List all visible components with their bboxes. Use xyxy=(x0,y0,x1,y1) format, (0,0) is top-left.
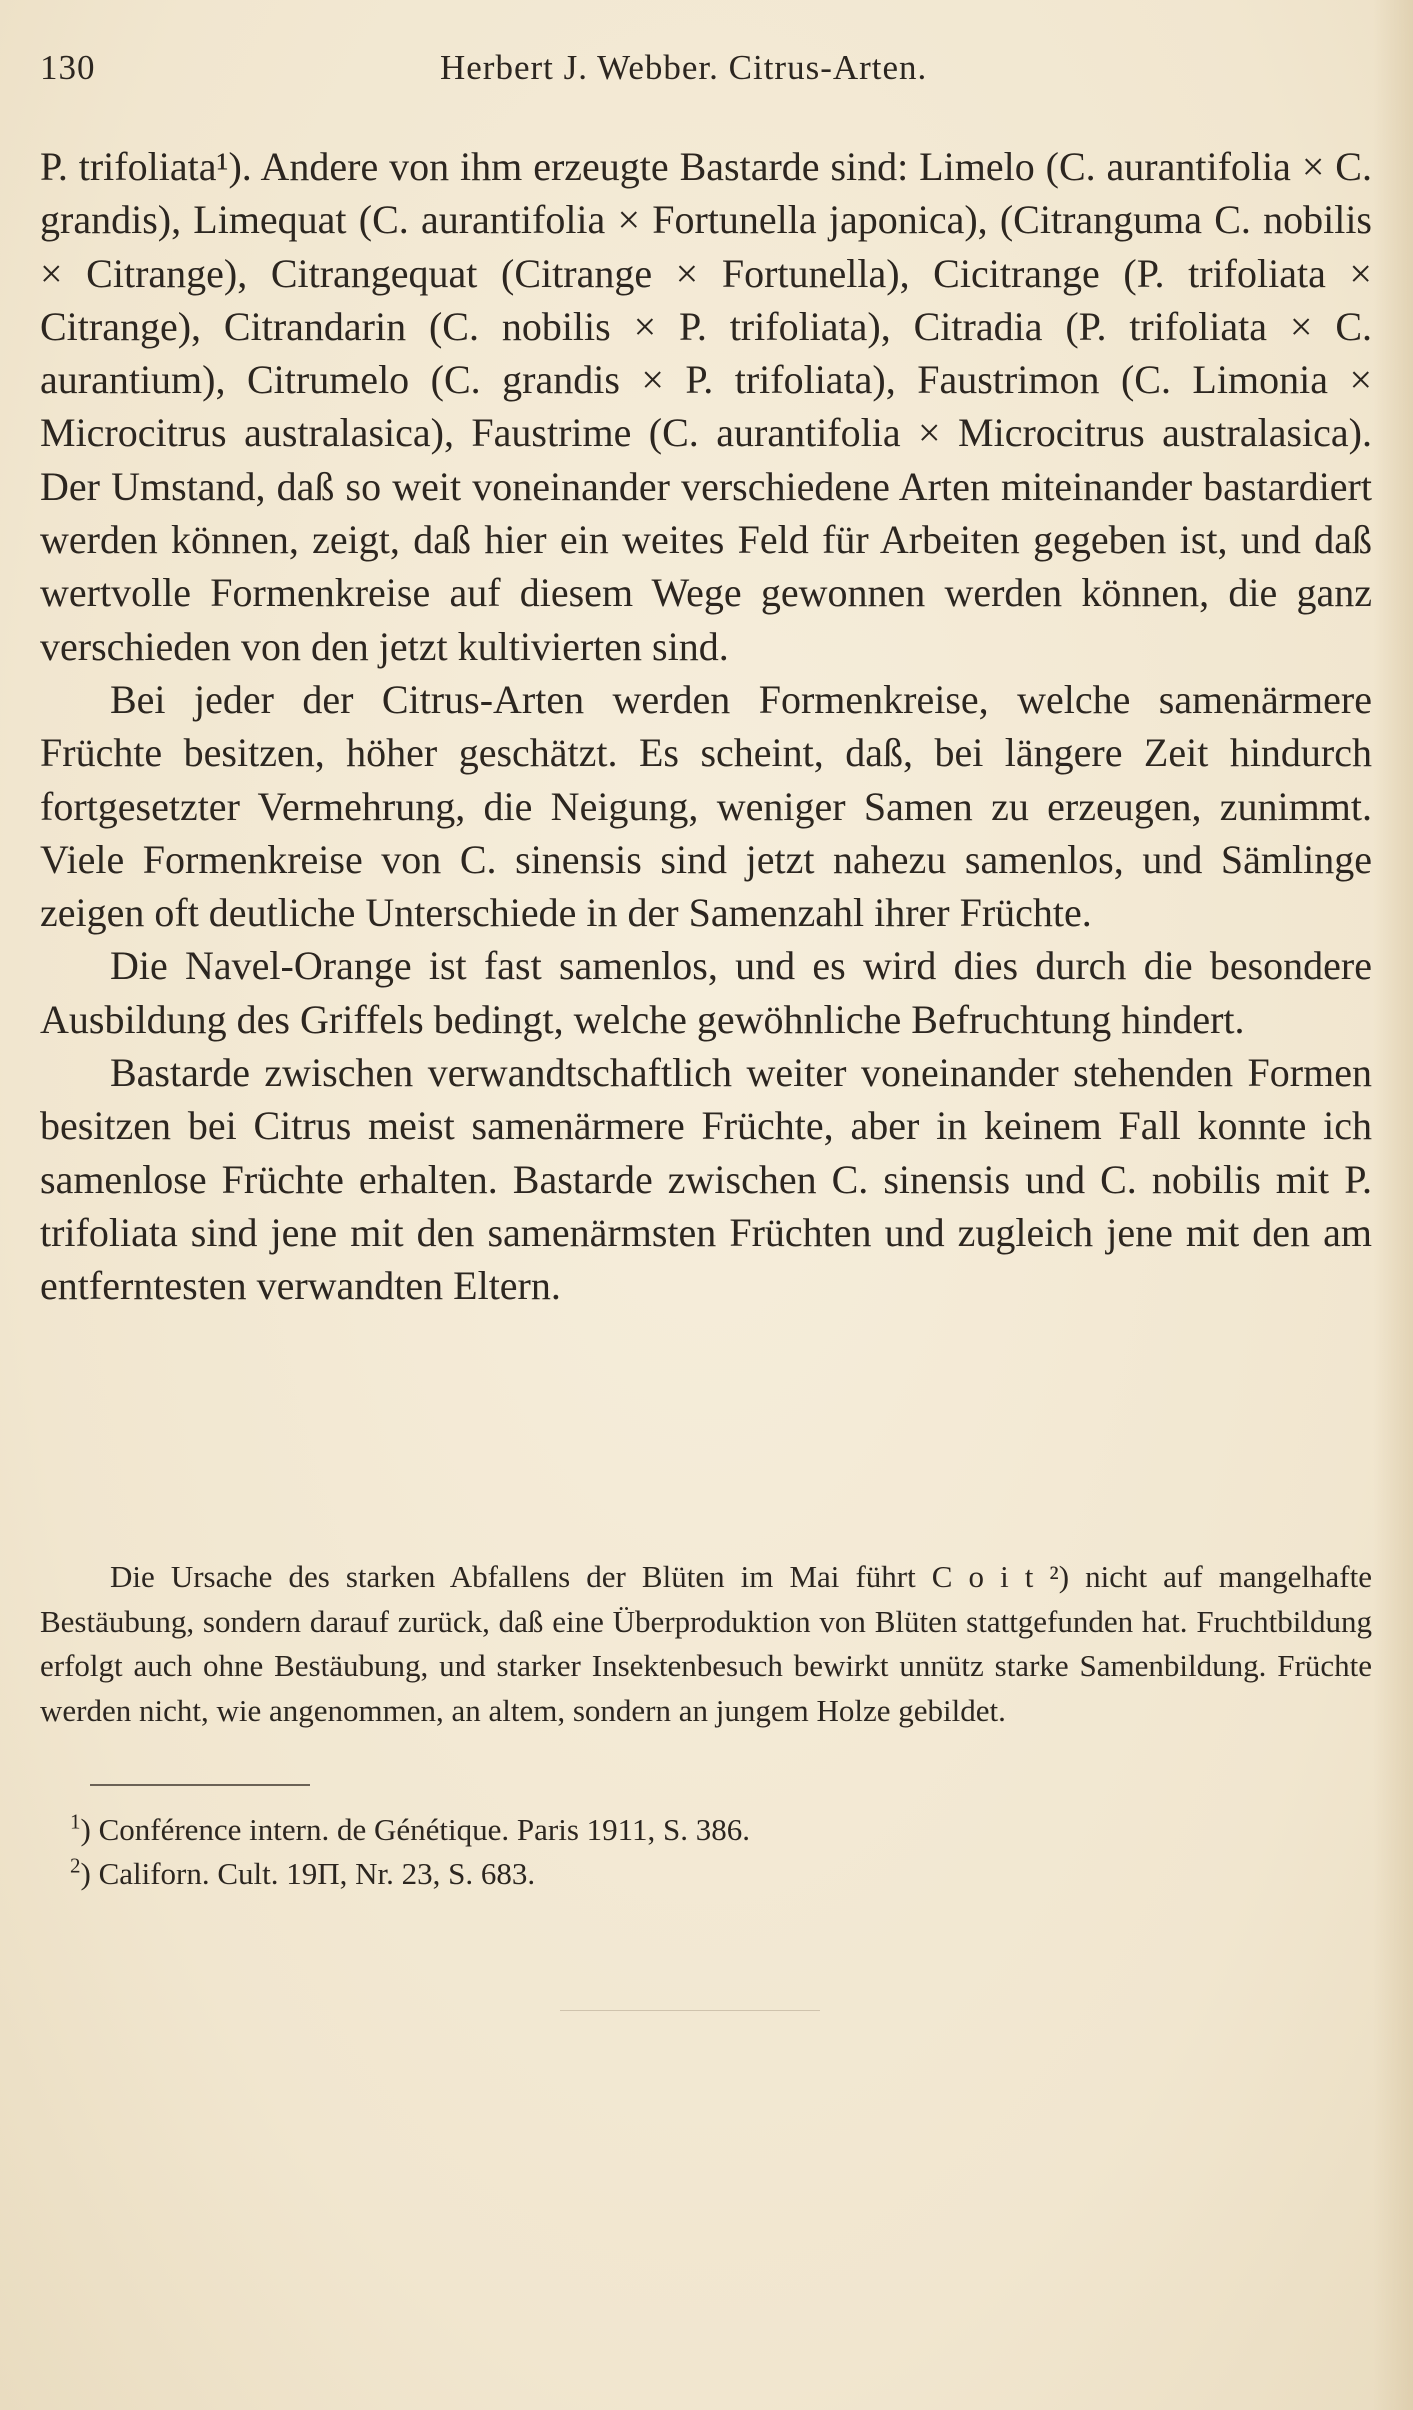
paragraph-seedless-forms: Bei jeder der Citrus-Arten werden Formenkreise, welche samenärmere Früchte besitzen, höher geschätzt. Es scheint, daß, bei längere Zeit hindurch fortgesetzter Vermehrung, die Neigung, weniger Samen zu erzeugen, zunimmt. Viele Formenkreise von C. sinensis sind jetzt nahezu samenlos, und Sämlinge zeigen oft deutliche Unterschiede in der Samenzahl ihrer Früchte. xyxy=(40,676,1372,936)
footnote-2 xyxy=(70,1852,1270,1896)
faint-page-mark xyxy=(560,2010,820,2011)
main-text xyxy=(40,140,1372,1313)
running-head xyxy=(40,48,1370,98)
page-number: 130 xyxy=(40,48,96,87)
small-print-note xyxy=(40,1555,1372,1733)
footnote-1 xyxy=(70,1808,1270,1852)
footnote-1-mark: 1 xyxy=(70,1809,81,1834)
paragraph-navel-orange: Die Navel-Orange ist fast samenlos, und es wird dies durch die besondere Ausbildung des Griffels bedingt, welche gewöhnliche Befruchtung hindert. xyxy=(40,943,1372,1042)
footnote-1-text: ) Conférence intern. de Génétique. Paris 1911, S. 386. xyxy=(80,1812,750,1847)
footnote-separator xyxy=(90,1784,310,1786)
page-edge-shadow xyxy=(1373,0,1413,2410)
paragraph-blossom-drop: Die Ursache des starken Abfallens der Blüten im Mai führt C o i t ²) nicht auf mangelhafte Bestäubung, sondern darauf zurück, daß eine Überproduktion von Blüten stattgefunden hat. Fruchtbildung erfolgt auch ohne Bestäubung, und starker Insektenbesuch bewirkt unnütz starke Samenbildung. Früchte werden nicht, wie angenommen, an altem, sondern an jungem Holze gebildet. xyxy=(40,1559,1372,1728)
footnotes xyxy=(70,1808,1270,1896)
footnote-2-mark: 2 xyxy=(70,1853,81,1878)
footnote-2-text: ) Californ. Cult. 19П, Nr. 23, S. 683. xyxy=(80,1856,536,1891)
paragraph-hybrids-list: P. trifoliata¹). Andere von ihm erzeugte Bastarde sind: Limelo (C. aurantifolia × C. grandis), Limequat (C. aurantifolia × Fortunella japonica), (Citranguma C. nobilis × Citrange), Citrangequat (Citrange × Fortunella), Cicitrange (P. trifoliata × Citrange), Citrandarin (C. nobilis × P. trifoliata), Citradia (P. trifoliata × C. aurantium), Citrumelo (C. grandis × P. trifoliata), Faustrimon (C. Limonia × Microcitrus australasica), Faustrime (C. aurantifolia × Microcitrus australasica). Der Umstand, daß so weit voneinander verschiedene Arten miteinander bastardiert werden können, zeigt, daß hier ein weites Feld für Arbeiten gegeben ist, und daß wertvolle Formenkreise auf diesem Wege gewonnen werden können, die ganz verschieden von den jetzt kultivierten sind. xyxy=(40,144,1372,669)
paragraph-hybrid-seeds: Bastarde zwischen verwandtschaftlich weiter voneinander stehenden Formen besitzen bei Citrus meist samenärmere Früchte, aber in keinem Fall konnte ich samenlose Früchte erhalten. Bastarde zwischen C. sinensis und C. nobilis mit P. trifoliata sind jene mit den samenärmsten Früchten und zugleich jene mit den am entferntesten verwandten Eltern. xyxy=(40,1050,1372,1309)
running-title: Herbert J. Webber. Citrus-Arten. xyxy=(440,48,928,87)
